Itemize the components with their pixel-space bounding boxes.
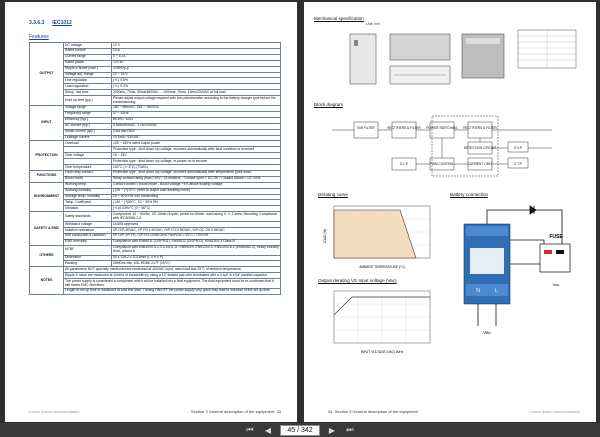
spec-value: 89.5% / 400V xyxy=(112,117,281,123)
spec-param: Temp. Coefficient xyxy=(64,200,112,206)
spec-value: Protection type : shut down o/p voltage, recovers automatically after temperature goes down xyxy=(112,170,281,176)
spec-row xyxy=(30,212,281,222)
spec-value: 180 ~ 550VAC, 254 ~ 780VDC xyxy=(112,105,281,111)
spec-param: Ripple & Noise (max.) xyxy=(64,66,112,72)
battery-title: Battery connection xyxy=(450,192,489,197)
spec-row xyxy=(30,279,281,289)
spec-value: Ripple & noise are measured at 20MHz of bandwidth by using a 12" twisted pair-wire terminated with a 0.1µF & 47µF parallel capacitor. xyxy=(64,273,281,279)
spec-value: 10 A xyxy=(112,48,281,54)
block-diagram xyxy=(312,108,588,180)
spec-value: Protection type : shut down o/p voltage, re-power on to recover xyxy=(112,159,281,165)
footer-doc-ref: Lorem ipsum documentation xyxy=(29,409,80,414)
spec-value: (-)40 ~ (+)85°C, 10 ~ 95% RH xyxy=(112,200,281,206)
spec-param: Withstand voltage xyxy=(64,222,112,228)
spec-value: 47 ~ 63Hz xyxy=(112,111,281,117)
spec-row xyxy=(30,288,281,294)
spec-group: SAFETY & EMC xyxy=(30,212,64,245)
spec-value: 12 V xyxy=(112,43,281,49)
block-diagram-title: Block diagram xyxy=(314,102,344,107)
spec-param: Leakage current xyxy=(64,135,112,141)
spec-value: 2000ms, 70ms, 50ms/460VAC ... 2000ms, 70ms, 13ms/230VAC at full load xyxy=(112,90,281,96)
section-name: IEC1012 xyxy=(52,20,72,26)
spec-param: Packing xyxy=(64,261,112,267)
spec-value: (+/-) 0.5% xyxy=(112,78,281,84)
spec-table xyxy=(29,42,281,295)
spec-param: DC voltage xyxy=(64,43,112,49)
spec-group: ENVIRONMENT xyxy=(30,182,64,212)
battery-diagram xyxy=(444,200,590,340)
spec-value: 20 ~ 90% RH non condensing xyxy=(112,194,281,200)
spec-param: Current range xyxy=(64,54,112,60)
spec-value: 120mVp-p xyxy=(112,66,281,72)
fuse-label: FUSE xyxy=(549,234,563,240)
output-derating-xlabel: INPUT VOLTAGE (VAC) 60Hz xyxy=(360,350,404,354)
section-number: 3.3.6.3 xyxy=(29,20,45,26)
next-page-icon[interactable]: ▶ xyxy=(328,425,336,435)
block-emi-filter: EMI FILTER xyxy=(357,126,375,130)
spec-value: 40 x 128.2 x 113.8mm (L x H x P) xyxy=(112,255,281,261)
spec-param: Safety standards xyxy=(64,212,112,222)
spec-value: Compliance with EN61000-4-2,3,4,5,6,8,11; EN55024, EN61204-3, EN61000-6-2 (EN50082-2), heavy industry level, criteria A xyxy=(113,245,279,254)
spec-param: Isolation resistance xyxy=(64,228,112,234)
page-number-right: 34 xyxy=(328,409,333,414)
block-rectifiers-1: RECTIFIERS & FILTER xyxy=(387,126,421,130)
spec-param: Dimension xyxy=(64,255,112,261)
spec-row xyxy=(30,96,281,106)
spec-value: 105 ~ 150% rated output power xyxy=(112,141,281,147)
block-current-limit: CURRENT LIMIT xyxy=(467,162,493,166)
block-ovp: O.V.P. xyxy=(513,146,523,150)
spec-value: 0.55A/400VAC, 1.2A/230VAC xyxy=(112,123,281,129)
spec-value: I/P-O/P:3KVAC, I/P-FG:1.5KVAC, O/P-FG:0.5KVAC, O/P-DC OK:0.5KVAC xyxy=(112,228,281,234)
spec-param: AC current (typ.) xyxy=(64,123,112,129)
block-detection: DETECTION CIRCUIT xyxy=(463,146,497,150)
mech-title: Mechanical specification xyxy=(314,16,364,21)
spec-value: 0 ~ 10 A xyxy=(112,54,281,60)
spec-param: MTBF xyxy=(64,245,112,255)
spec-group: FUNCTIONS xyxy=(30,170,64,182)
spec-group: OUTPUT xyxy=(30,43,64,106)
block-olp: O.L.P. xyxy=(399,162,409,166)
spec-param: Boost mode xyxy=(64,176,112,182)
spec-value: 12 ~ 15 V xyxy=(112,72,281,78)
right-footer xyxy=(328,409,580,414)
block-power-switching: POWER SWITCHING xyxy=(426,126,458,130)
left-page xyxy=(5,2,297,422)
spec-param: Fault relay contact xyxy=(64,170,112,176)
features-label: Features xyxy=(29,34,49,40)
spec-param: Inrush current (typ.) xyxy=(64,129,112,135)
spec-param: Working temp. xyxy=(64,182,112,188)
spec-group: INPUT xyxy=(30,105,64,140)
spec-param: Overload xyxy=(64,141,112,147)
spec-param: EMS immunity xyxy=(64,239,112,245)
spec-value: Relay contact rating (max.) 30V / 1A resistive - Contact open = DC OK / Contact closed = DC NOK xyxy=(112,176,281,182)
spec-value: 269Khrs min. MIL-HDBK-217F (25°C) xyxy=(112,261,281,267)
footer-section: Section 3 General description of the equipment 33 xyxy=(190,409,281,414)
spec-value: 16 ~ 18V xyxy=(112,153,281,159)
spec-param: Voltage adj. Range xyxy=(64,72,112,78)
spec-param: Over voltage xyxy=(64,153,112,159)
block-rectifiers-2: RECTIFIERS & FILTER xyxy=(463,126,497,130)
first-page-icon[interactable]: ⏮ xyxy=(246,425,254,434)
spec-param: Rated power xyxy=(64,60,112,66)
spec-value: The power supply is considered a component which will be installed into a final equipment. The final equipment must be re-confirmed that it still meets EMC directives. xyxy=(64,279,281,289)
derating-chart xyxy=(318,200,438,272)
spec-param: Rated current xyxy=(64,48,112,54)
spec-value: 100°C (+/-5°C) (TSW1) xyxy=(112,165,281,171)
spec-value: UL508 approved xyxy=(112,222,281,228)
block-pwm: PWM CONTROL xyxy=(429,162,455,166)
footer-doc-ref-right: Lorem ipsum documentation xyxy=(529,409,580,414)
derating-ylabel: LOAD (%) xyxy=(323,228,327,244)
spec-param: Vibration xyxy=(64,206,112,212)
mech-unit: Unit: mm xyxy=(366,22,381,26)
prev-page-icon[interactable]: ◀ xyxy=(264,425,272,435)
spec-group: OTHERS xyxy=(30,245,64,267)
spec-param: Frequency range xyxy=(64,111,112,117)
spec-value: Compliance with EN55011 (CISPR11), EN55022 (CISPR22), EN61204-3 Class B xyxy=(112,239,281,245)
spec-value: Please adjust output voltage required with the potentiometer according to the battery charger type before the commissioning xyxy=(112,96,281,106)
spec-value: I/P-O/P, I/P-FG, O/P-FG:100M Ohm / 500VDC / 25°C / 70% RH xyxy=(112,233,281,239)
spec-value: <0.5mA / 530VAC xyxy=(112,135,281,141)
output-derating-chart xyxy=(318,285,438,357)
spec-value: All parameters NOT specially mentioned are measured at 400VAC input, rated load and 25°C of ambient temperature. xyxy=(64,267,281,273)
spec-value: (+/-) 0.2% xyxy=(112,84,281,90)
spec-param: Over temperature xyxy=(64,165,112,171)
derating-title: Derating curve xyxy=(318,192,348,197)
spec-param: Storage temp, humidity xyxy=(64,194,112,200)
spec-value: Cold start 50A xyxy=(112,129,281,135)
spec-row xyxy=(30,245,281,255)
spec-param: Hold up time (typ.) xyxy=(64,96,112,106)
l-terminal-label: L xyxy=(494,288,498,294)
block-otp: O.T.P. xyxy=(513,162,523,166)
footer-section-right: 34 Section 3 General description of the equipment xyxy=(328,409,419,414)
spec-value: (-)25 ~ (+)70°C (refer to output load derating curve) xyxy=(112,188,281,194)
spec-param: Efficiency (typ.) xyxy=(64,117,112,123)
spec-value: (+/-)0.03%/°C (0 ~ 50°C) xyxy=(112,206,281,212)
spec-value: Contact closed = boost mode - Boost voltage +4% above floating voltage xyxy=(112,182,281,188)
spec-param: Working humidity xyxy=(64,188,112,194)
spec-value: Protection type : shut down o/p voltage, recovers automatically after fault condition is removed xyxy=(112,147,281,153)
spec-value: Length of set up time is measured at cold first start. Turning ON/OFF the power supply very quick may lead to increase of the set up time. xyxy=(64,288,281,294)
spec-value: Component: 10 ~ 500Hz, 2G 10min./1cycle, period for 60min. each along X, Y, Z axes; Mounting: Compliance with IEC60068-2-6 xyxy=(112,212,281,222)
derating-xlabel: AMBIENT TEMPERATURE (°C) xyxy=(359,265,405,269)
page-navigation-toolbar xyxy=(0,423,600,437)
output-derating-title: Output derating VS Input voltage (Vac) xyxy=(318,278,397,283)
section-heading xyxy=(29,20,72,26)
spec-param: Setup, rise time xyxy=(64,90,112,96)
spec-value: 120 W xyxy=(112,60,281,66)
spec-group: PROTECTION xyxy=(30,141,64,171)
spec-param: Voltage range xyxy=(64,105,112,111)
spec-group: NOTES xyxy=(30,267,64,295)
page-number: 33 xyxy=(276,409,281,414)
right-page xyxy=(304,2,596,422)
vac-label: Vac xyxy=(483,330,491,335)
n-terminal-label: N xyxy=(476,288,480,294)
page-number-input[interactable]: 45 / 342 xyxy=(280,425,320,436)
spec-param: Line regulation xyxy=(64,78,112,84)
spec-param: Load regulation xyxy=(64,84,112,90)
spec-param: EMI conduction & radiation xyxy=(64,233,112,239)
voc-label: Voc xyxy=(552,282,560,287)
last-page-icon[interactable]: ⏭ xyxy=(346,425,354,434)
mechanical-drawing xyxy=(312,26,588,98)
left-footer xyxy=(29,409,281,414)
